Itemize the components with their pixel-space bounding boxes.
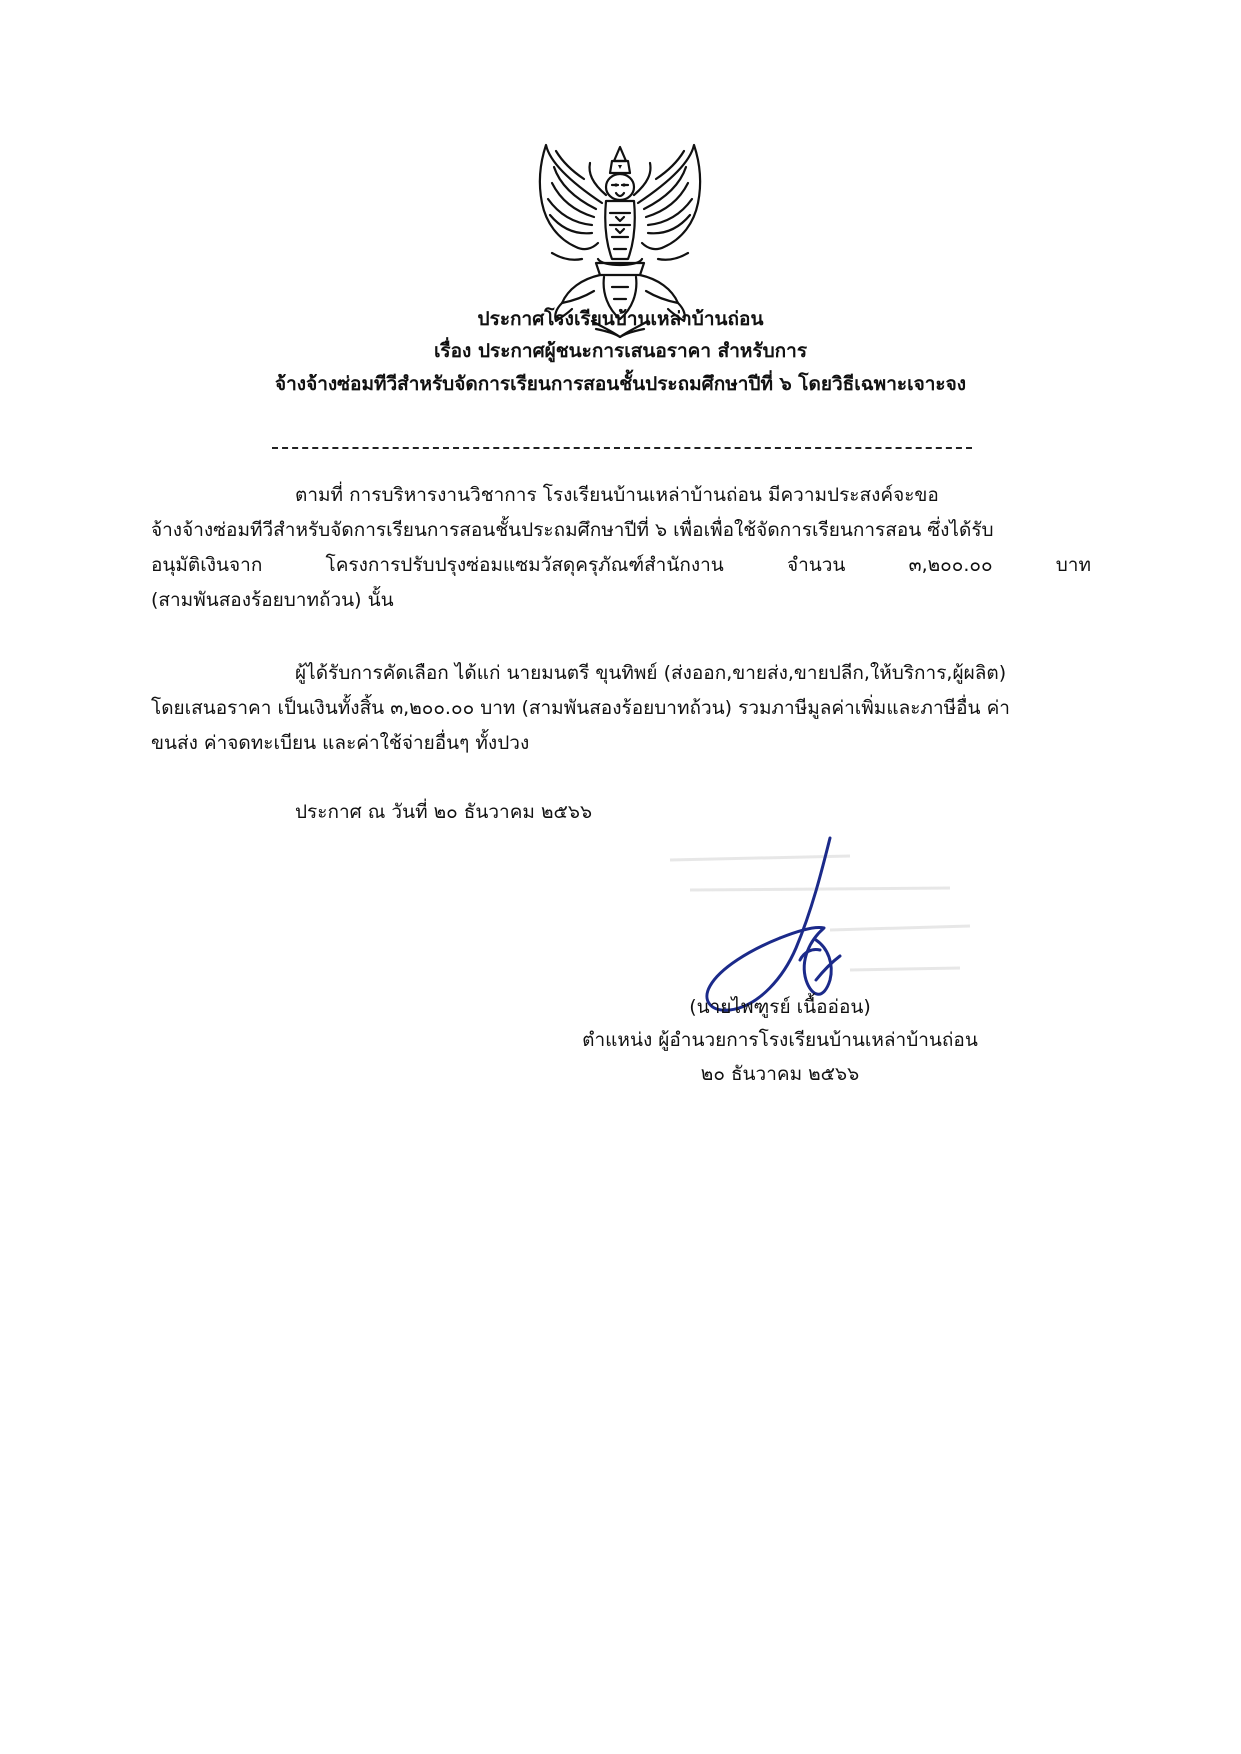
announce-date-text: ประกาศ ณ วันที่ ๒๐ ธันวาคม ๒๕๖๖	[295, 801, 593, 823]
header-line-2: เรื่อง ประกาศผู้ชนะการเสนอราคา สำหรับการ	[433, 340, 808, 362]
p1-line-1: ตามที่ การบริหารงานวิชาการ โรงเรียนบ้านเหล่าบ้านถ่อน มีความประสงค์จะขอ	[295, 484, 939, 506]
p1-line-3: อนุมัติเงินจาก โครงการปรับปรุงซ่อมแซมวัสดุครุภัณฑ์สำนักงาน จำนวน ๓,๒๐๐.๐๐ บาท	[151, 554, 1091, 576]
paragraph-1	[151, 478, 1091, 618]
p2-line-2: โดยเสนอราคา เป็นเงินทั้งสิ้น ๓,๒๐๐.๐๐ บาท (สามพันสองร้อยบาทถ้วน) รวมภาษีมูลค่าเพิ่มและภาษีอื่น ค่า	[151, 697, 1010, 719]
p1-line-4: (สามพันสองร้อยบาทถ้วน) นั้น	[151, 589, 394, 611]
signature-position: ตำแหน่ง ผู้อำนวยการโรงเรียนบ้านเหล่าบ้านถ่อน	[582, 1029, 978, 1051]
p1-line-2: จ้างจ้างซ่อมทีวีสำหรับจัดการเรียนการสอนชั้นประถมศึกษาปีที่ ๖ เพื่อเพื่อใช้จัดการเรียนการสอน ซึ่งได้รับ	[151, 519, 994, 541]
signature-date: ๒๐ ธันวาคม ๒๕๖๖	[700, 1063, 860, 1085]
header-line-3: จ้างจ้างซ่อมทีวีสำหรับจัดการเรียนการสอนชั้นประถมศึกษาปีที่ ๖ โดยวิธีเฉพาะเจาะจง	[275, 373, 966, 395]
header-line-1: ประกาศโรงเรียนบ้านเหล่าบ้านถ่อน	[477, 308, 764, 330]
p2-line-1: ผู้ได้รับการคัดเลือก ได้แก่ นายมนตรี ขุนทิพย์ (ส่งออก,ขายส่ง,ขายปลีก,ให้บริการ,ผู้ผลิต)	[295, 662, 1007, 684]
handwritten-signature	[700, 830, 880, 1015]
p2-line-3: ขนส่ง ค่าจดทะเบียน และค่าใช้จ่ายอื่นๆ ทั้งปวง	[151, 732, 530, 754]
signature-name: (นายไพฑูรย์ เนื้ออ่อน)	[689, 996, 871, 1018]
paragraph-2	[151, 656, 1091, 761]
announcement-date	[151, 795, 1091, 830]
separator-line	[272, 447, 972, 459]
